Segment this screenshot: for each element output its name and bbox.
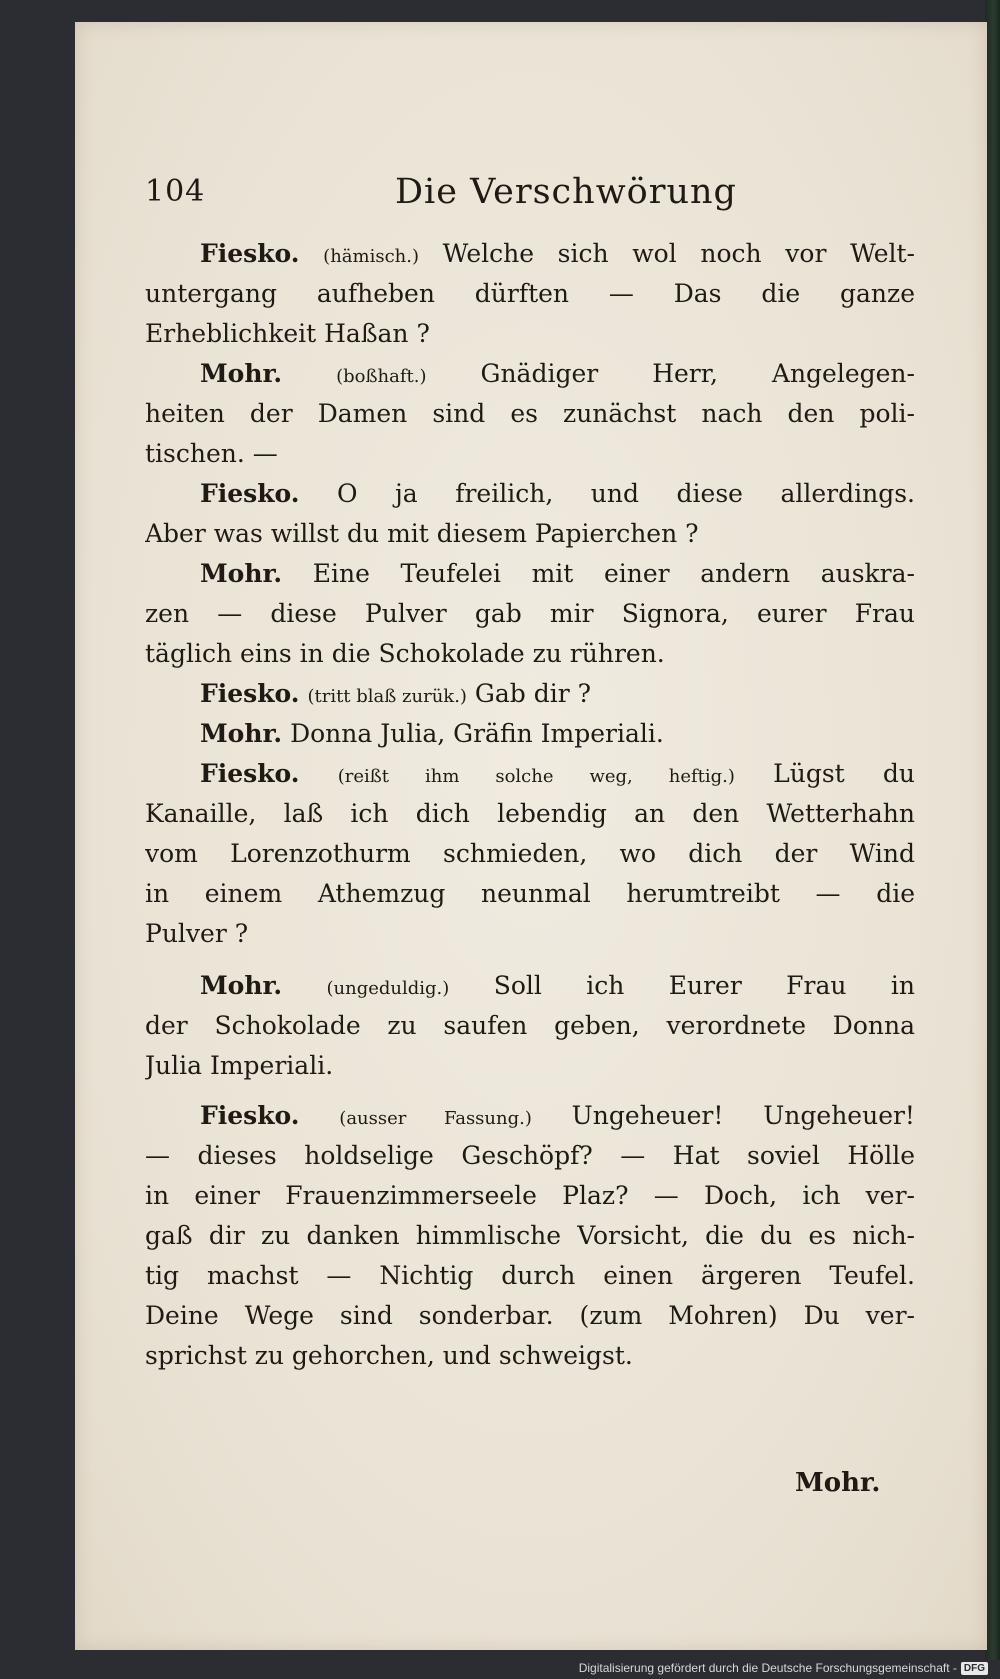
text-line: Mohr. (boßhaft.) Gnädiger Herr, Angelegen- xyxy=(200,359,915,388)
catchword: Mohr. xyxy=(795,1468,881,1498)
text-line: Kanaille, laß ich dich lebendig an den Wetterhahn xyxy=(145,799,915,828)
credit-text: Digitalisierung gefördert durch die Deutsche Forschungsgemeinschaft - xyxy=(578,1661,957,1675)
text-line: Fiesko. (reißt ihm solche weg, heftig.) Lügst du xyxy=(200,759,915,788)
text-line: täglich eins in die Schokolade zu rühren. xyxy=(145,639,665,668)
text-line: Mohr. Eine Teufelei mit einer andern auskra- xyxy=(200,559,915,588)
text-line: Fiesko. (ausser Fassung.) Ungeheuer! Ungeheuer! xyxy=(200,1101,915,1130)
text-line: in einer Frauenzimmerseele Plaz? — Doch, ich ver- xyxy=(145,1181,915,1210)
text-line: in einem Athemzug neunmal herumtreibt — die xyxy=(145,879,915,908)
text-line: zen — diese Pulver gab mir Signora, eurer Frau xyxy=(145,599,915,628)
text-line: Mohr. Donna Julia, Gräfin Imperiali. xyxy=(200,719,664,748)
text-line: tig machst — Nichtig durch einen ärgeren Teufel. xyxy=(145,1261,915,1290)
page-number: 104 xyxy=(145,174,206,209)
text-line: vom Lorenzothurm schmieden, wo dich der Wind xyxy=(145,839,915,868)
text-line: Fiesko. O ja freilich, und diese allerdings. xyxy=(200,479,915,508)
text-line: der Schokolade zu saufen geben, verordnete Donna xyxy=(145,1011,915,1040)
text-line: Mohr. (ungeduldig.) Soll ich Eurer Frau in xyxy=(200,971,915,1000)
text-line: tischen. — xyxy=(145,439,278,468)
text-line: heiten der Damen sind es zunächst nach den poli- xyxy=(145,399,915,428)
text-line: gaß dir zu danken himmlische Vorsicht, die du es nich- xyxy=(145,1221,915,1250)
digitization-credit xyxy=(579,1661,988,1675)
text-line: Aber was willst du mit diesem Papierchen ? xyxy=(145,519,699,548)
text-line: Fiesko. (hämisch.) Welche sich wol noch vor Welt- xyxy=(200,239,915,268)
text-line: Julia Imperiali. xyxy=(145,1051,334,1080)
text-line: Fiesko. (tritt blaß zurük.) Gab dir ? xyxy=(200,679,592,708)
text-line: untergang aufheben dürften — Das die ganze xyxy=(145,279,915,308)
text-line: Erheblichkeit Haßan ? xyxy=(145,319,430,348)
page-header xyxy=(145,162,917,222)
dfg-logo: DFG xyxy=(961,1662,988,1675)
text-line: Deine Wege sind sonderbar. (zum Mohren) Du ver- xyxy=(145,1301,915,1330)
book-spine-edge xyxy=(985,0,1000,1660)
text-line: sprichst zu gehorchen, und schweigst. xyxy=(145,1341,633,1370)
text-line: — dieses holdselige Geschöpf? — Hat soviel Hölle xyxy=(145,1141,915,1170)
running-title: Die Verschwörung xyxy=(395,172,737,212)
text-line: Pulver ? xyxy=(145,919,249,948)
